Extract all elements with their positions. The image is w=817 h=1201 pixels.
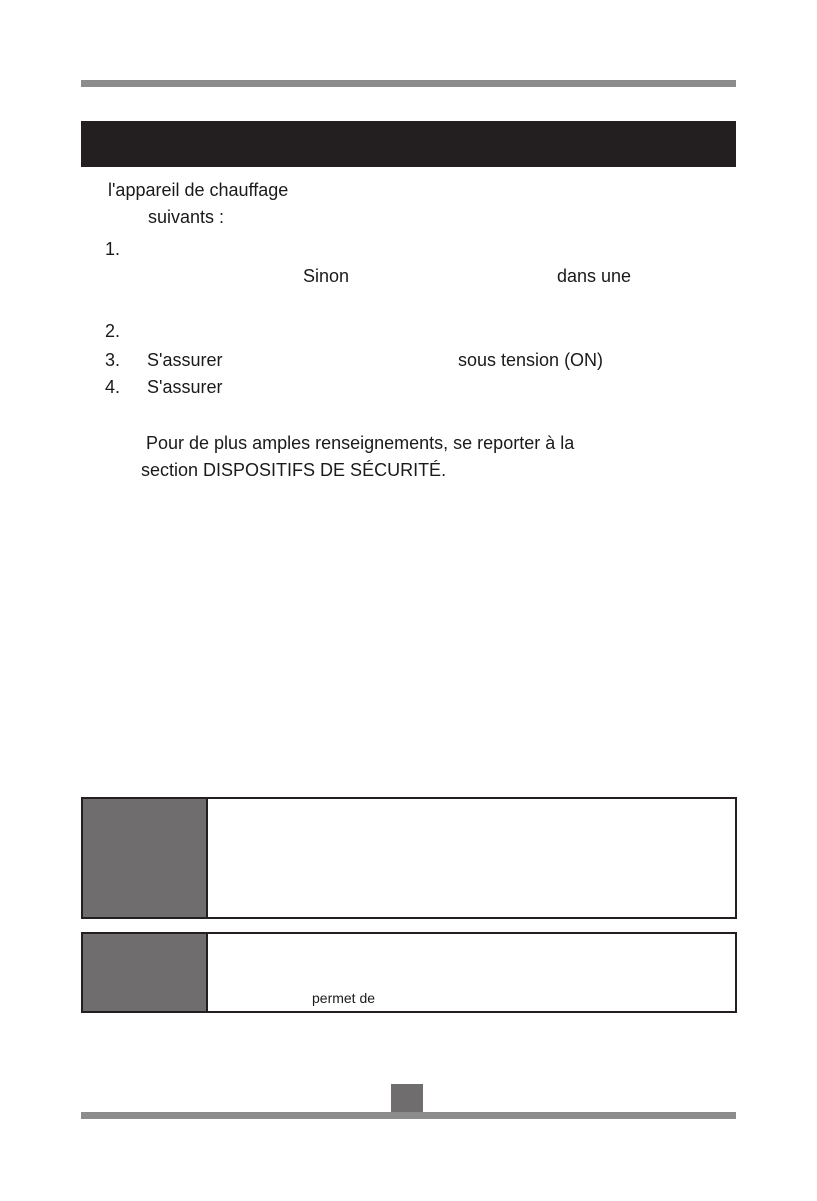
top-rule bbox=[81, 80, 736, 87]
info-box-2-text: permet de bbox=[312, 990, 376, 1006]
step-4-text: S'assurer bbox=[147, 377, 223, 397]
step-4-number: 4. bbox=[105, 377, 121, 397]
info-box-1 bbox=[81, 797, 737, 919]
step-1-word-dans-une: dans une bbox=[557, 266, 632, 286]
step-3-tail: sous tension (ON) bbox=[458, 350, 604, 370]
intro-line-2: suivants : bbox=[148, 207, 225, 227]
step-3-text: S'assurer bbox=[147, 350, 223, 370]
note-line-1: Pour de plus amples renseignements, se reporter à la bbox=[146, 433, 575, 453]
section-header-bar bbox=[81, 121, 736, 167]
info-box-2 bbox=[81, 932, 737, 1013]
intro-line-1: l'appareil de chauffage bbox=[108, 180, 289, 200]
step-2-number: 2. bbox=[105, 321, 121, 341]
info-box-1-label bbox=[83, 799, 208, 917]
info-box-2-label bbox=[83, 934, 208, 1011]
bottom-rule bbox=[81, 1112, 736, 1119]
note-line-2: section DISPOSITIFS DE SÉCURITÉ. bbox=[141, 460, 447, 480]
step-1-number: 1. bbox=[105, 239, 121, 259]
step-3-number: 3. bbox=[105, 350, 121, 370]
step-1-word-sinon: Sinon bbox=[303, 266, 350, 286]
